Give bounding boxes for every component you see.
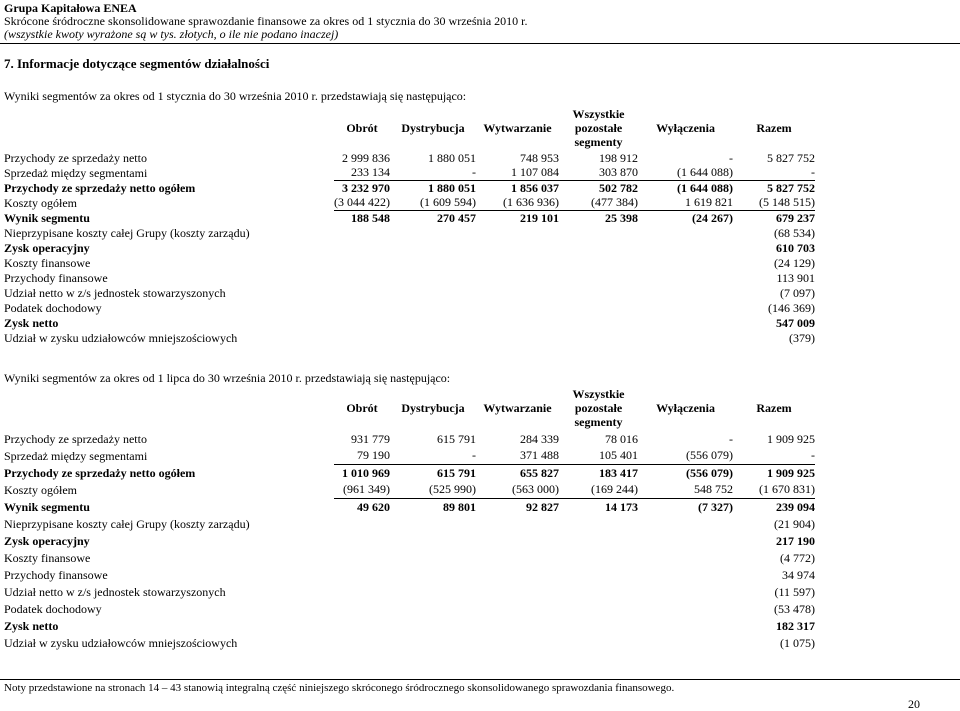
value-cell: (1 670 831) <box>733 481 815 498</box>
value-cell: 183 417 <box>599 465 638 480</box>
value-cell: 2 999 836 <box>342 150 390 165</box>
value-cell: 502 782 <box>599 180 638 195</box>
value-cell <box>390 532 476 549</box>
table-row <box>4 515 815 532</box>
value-cell: (53 478) <box>774 601 815 616</box>
value-cell <box>390 270 476 285</box>
value-cell: (1 644 088) <box>677 180 733 195</box>
row-label: Koszty finansowe <box>4 550 91 565</box>
value-cell <box>638 617 733 634</box>
value-cell <box>334 270 390 285</box>
value-cell: (1 609 594) <box>390 195 476 210</box>
table-body <box>4 150 815 345</box>
value-cell: (4 772) <box>780 550 815 565</box>
value-cell <box>334 617 390 634</box>
report-title: Skrócone śródroczne skonsolidowane sprawozdanie finansowe za okres od 1 stycznia do 30 września 2010 r. <box>4 14 528 28</box>
table-row <box>4 566 815 583</box>
period2-intro: Wyniki segmentów za okres od 1 lipca do 30 września 2010 r. przedstawiają się następująco: <box>4 371 451 385</box>
value-cell: 547 009 <box>776 315 815 330</box>
value-cell <box>476 600 559 617</box>
table-row <box>4 165 815 180</box>
value-cell: 89 801 <box>443 499 476 514</box>
value-cell: (68 534) <box>774 225 815 240</box>
value-cell <box>476 532 559 549</box>
value-cell <box>390 617 476 634</box>
row-label: Koszty ogółem <box>4 482 77 497</box>
value-cell <box>559 549 638 566</box>
value-cell <box>638 600 733 617</box>
value-cell: (525 990) <box>390 481 476 498</box>
value-cell <box>334 549 390 566</box>
value-cell <box>334 532 390 549</box>
col-header-razem: Razem <box>756 401 792 415</box>
value-cell <box>638 285 733 300</box>
value-cell <box>390 566 476 583</box>
value-cell <box>390 583 476 600</box>
table-row <box>4 498 815 515</box>
value-cell <box>559 515 638 532</box>
row-label: Wynik segmentu <box>4 499 90 514</box>
value-cell <box>476 549 559 566</box>
value-cell: - <box>729 431 733 446</box>
value-cell: (3 044 422) <box>334 195 390 210</box>
value-cell <box>476 617 559 634</box>
value-cell <box>334 566 390 583</box>
value-cell <box>476 315 559 330</box>
value-cell: (7 327) <box>698 499 733 514</box>
value-cell <box>334 634 390 651</box>
row-label: Wynik segmentu <box>4 210 90 225</box>
value-cell: 49 620 <box>357 499 390 514</box>
footer-note: Noty przedstawione na stronach 14 – 43 stanowią integralną część niniejszego skróconego śródrocznego skonsolidowanego sprawozdania finansowego. <box>4 682 675 694</box>
value-cell: 284 339 <box>520 431 559 446</box>
value-cell <box>476 330 559 345</box>
value-cell: 1 619 821 <box>638 195 733 210</box>
row-label: Przychody ze sprzedaży netto <box>4 150 147 165</box>
value-cell: (169 244) <box>559 481 638 498</box>
table-row <box>4 600 815 617</box>
table-row <box>4 617 815 634</box>
value-cell: 34 974 <box>782 567 815 582</box>
row-label: Zysk netto <box>4 618 59 633</box>
value-cell: 615 791 <box>437 465 476 480</box>
value-cell <box>638 255 733 270</box>
row-label: Udział w zysku udziałowców mniejszościowych <box>4 330 238 345</box>
value-cell: (24 267) <box>692 210 733 225</box>
value-cell: (556 079) <box>686 465 733 480</box>
value-cell <box>559 225 638 240</box>
value-cell <box>638 270 733 285</box>
table-row <box>4 481 815 498</box>
col-header-wylaczenia: Wyłączenia <box>656 401 715 415</box>
value-cell <box>334 330 390 345</box>
table-row <box>4 150 815 165</box>
value-cell: 931 779 <box>351 431 390 446</box>
value-cell: 78 016 <box>605 431 638 446</box>
value-cell <box>334 240 390 255</box>
row-label: Przychody finansowe <box>4 567 108 582</box>
col-header-obrot: Obrót <box>346 121 378 135</box>
header-rule <box>0 43 960 44</box>
value-cell <box>476 225 559 240</box>
value-cell <box>476 634 559 651</box>
value-cell: 548 752 <box>638 481 733 498</box>
value-cell <box>559 315 638 330</box>
value-cell <box>390 255 476 270</box>
value-cell: 198 912 <box>599 150 638 165</box>
value-cell <box>334 255 390 270</box>
value-cell: - <box>733 165 815 180</box>
currency-note: (wszystkie kwoty wyrażone są w tys. złotych, o ile nie podano inaczej) <box>4 27 339 41</box>
value-cell: (961 349) <box>334 481 390 498</box>
value-cell: (7 097) <box>780 285 815 300</box>
value-cell: 371 488 <box>476 447 559 464</box>
row-label: Koszty finansowe <box>4 255 91 270</box>
value-cell <box>334 600 390 617</box>
table-row <box>4 285 815 300</box>
value-cell: 79 190 <box>334 447 390 464</box>
value-cell <box>559 255 638 270</box>
row-label: Zysk operacyjny <box>4 240 90 255</box>
value-cell: 105 401 <box>559 447 638 464</box>
table-row <box>4 583 815 600</box>
value-cell: 1 010 969 <box>342 465 390 480</box>
table-row <box>4 549 815 566</box>
value-cell: (1 636 936) <box>476 195 559 210</box>
table-row <box>4 315 815 330</box>
col-header-wylaczenia: Wyłączenia <box>656 121 715 135</box>
value-cell: 5 827 752 <box>767 180 815 195</box>
header-blank <box>4 386 334 430</box>
table-row <box>4 447 815 464</box>
value-cell <box>559 330 638 345</box>
section-title: 7. Informacje dotyczące segmentów działalności <box>4 56 270 71</box>
value-cell <box>559 617 638 634</box>
value-cell <box>390 330 476 345</box>
company-name: Grupa Kapitałowa ENEA <box>4 1 137 15</box>
value-cell <box>390 300 476 315</box>
row-label: Zysk operacyjny <box>4 533 90 548</box>
page-number: 20 <box>908 697 920 711</box>
value-cell: 3 232 970 <box>342 180 390 195</box>
value-cell <box>390 315 476 330</box>
segments-table-period1 <box>4 106 815 345</box>
table-row <box>4 225 815 240</box>
table-row <box>4 240 815 255</box>
value-cell: 610 703 <box>776 240 815 255</box>
col-header-dystrybucja: Dystrybucja <box>401 401 465 415</box>
segments-table-period2 <box>4 386 815 651</box>
table-row <box>4 255 815 270</box>
value-cell <box>334 515 390 532</box>
value-cell: (11 597) <box>774 584 815 599</box>
value-cell: 113 901 <box>776 270 815 285</box>
value-cell <box>476 285 559 300</box>
value-cell: (379) <box>789 330 815 345</box>
value-cell <box>638 549 733 566</box>
value-cell: - <box>729 150 733 165</box>
value-cell <box>638 583 733 600</box>
value-cell: 655 827 <box>520 465 559 480</box>
row-label: Przychody ze sprzedaży netto ogółem <box>4 180 196 195</box>
value-cell <box>638 330 733 345</box>
table-row <box>4 300 815 315</box>
value-cell: 92 827 <box>526 499 559 514</box>
value-cell: (477 384) <box>559 195 638 210</box>
value-cell <box>638 634 733 651</box>
value-cell <box>390 600 476 617</box>
value-cell <box>476 300 559 315</box>
row-label: Przychody ze sprzedaży netto ogółem <box>4 465 196 480</box>
value-cell <box>476 566 559 583</box>
value-cell: 188 548 <box>351 210 390 225</box>
value-cell <box>638 515 733 532</box>
value-cell <box>334 225 390 240</box>
row-label: Zysk netto <box>4 315 59 330</box>
value-cell: - <box>390 165 476 180</box>
table-row <box>4 180 815 195</box>
value-cell <box>476 515 559 532</box>
row-label: Podatek dochodowy <box>4 601 102 616</box>
value-cell <box>559 270 638 285</box>
value-cell <box>476 270 559 285</box>
table-row <box>4 634 815 651</box>
col-header-razem: Razem <box>756 121 792 135</box>
col-header-wytwarzanie: Wytwarzanie <box>483 121 552 135</box>
row-label: Udział netto w z/s jednostek stowarzyszonych <box>4 285 226 300</box>
value-cell: (556 079) <box>638 447 733 464</box>
col-header-wytwarzanie: Wytwarzanie <box>483 401 552 415</box>
value-cell: (563 000) <box>476 481 559 498</box>
table-row <box>4 210 815 225</box>
row-label: Sprzedaż między segmentami <box>4 165 148 180</box>
col-header-obrot: Obrót <box>346 401 378 415</box>
value-cell: 233 134 <box>334 165 390 180</box>
table-header-row <box>4 106 815 150</box>
row-label: Udział netto w z/s jednostek stowarzyszonych <box>4 584 226 599</box>
value-cell: (146 369) <box>768 300 815 315</box>
value-cell: 270 457 <box>437 210 476 225</box>
value-cell <box>334 300 390 315</box>
value-cell <box>559 583 638 600</box>
value-cell: 239 094 <box>776 499 815 514</box>
value-cell <box>638 315 733 330</box>
row-label: Przychody ze sprzedaży netto <box>4 431 147 446</box>
value-cell: (21 904) <box>774 516 815 531</box>
value-cell <box>476 255 559 270</box>
value-cell <box>390 225 476 240</box>
value-cell: 219 101 <box>520 210 559 225</box>
row-label: Sprzedaż między segmentami <box>4 448 148 463</box>
col-header-dystrybucja: Dystrybucja <box>401 121 465 135</box>
table-header-row <box>4 386 815 430</box>
value-cell: 1 909 925 <box>767 465 815 480</box>
table-row <box>4 330 815 345</box>
value-cell: - <box>390 447 476 464</box>
value-cell: 1 107 084 <box>476 165 559 180</box>
footer-rule <box>0 679 960 680</box>
value-cell <box>559 240 638 255</box>
value-cell <box>638 532 733 549</box>
table-row <box>4 270 815 285</box>
value-cell: 1 909 925 <box>767 431 815 446</box>
table-body <box>4 430 815 651</box>
value-cell <box>476 240 559 255</box>
value-cell: 303 870 <box>559 165 638 180</box>
value-cell <box>334 583 390 600</box>
value-cell: 182 317 <box>776 618 815 633</box>
value-cell <box>638 566 733 583</box>
value-cell: 5 827 752 <box>767 150 815 165</box>
value-cell: (5 148 515) <box>733 195 815 210</box>
period1-intro: Wyniki segmentów za okres od 1 stycznia do 30 września 2010 r. przedstawiają się następująco: <box>4 89 467 103</box>
value-cell: 748 953 <box>520 150 559 165</box>
value-cell: 615 791 <box>437 431 476 446</box>
value-cell: 14 173 <box>605 499 638 514</box>
value-cell <box>334 315 390 330</box>
header-blank <box>4 106 334 150</box>
row-label: Przychody finansowe <box>4 270 108 285</box>
value-cell <box>638 240 733 255</box>
value-cell <box>390 240 476 255</box>
value-cell <box>390 285 476 300</box>
value-cell <box>390 515 476 532</box>
value-cell: (1 075) <box>780 635 815 650</box>
col-header-pozostale: Wszystkie pozostałe segmenty <box>572 387 625 429</box>
value-cell: - <box>733 447 815 464</box>
value-cell: 1 880 051 <box>428 180 476 195</box>
row-label: Nieprzypisane koszty całej Grupy (koszty zarządu) <box>4 225 250 240</box>
value-cell <box>559 300 638 315</box>
value-cell <box>559 532 638 549</box>
value-cell <box>559 634 638 651</box>
value-cell <box>390 549 476 566</box>
col-header-pozostale: Wszystkie pozostałe segmenty <box>572 107 625 149</box>
value-cell <box>559 285 638 300</box>
value-cell: 1 880 051 <box>428 150 476 165</box>
row-label: Nieprzypisane koszty całej Grupy (koszty zarządu) <box>4 516 250 531</box>
value-cell: 679 237 <box>776 210 815 225</box>
row-label: Koszty ogółem <box>4 195 77 210</box>
row-label: Podatek dochodowy <box>4 300 102 315</box>
value-cell: 25 398 <box>605 210 638 225</box>
table-row <box>4 532 815 549</box>
table-row <box>4 430 815 447</box>
value-cell <box>334 285 390 300</box>
value-cell <box>559 600 638 617</box>
value-cell <box>476 583 559 600</box>
value-cell: (1 644 088) <box>638 165 733 180</box>
row-label: Udział w zysku udziałowców mniejszościowych <box>4 635 238 650</box>
table-row <box>4 195 815 210</box>
value-cell <box>638 300 733 315</box>
value-cell: 1 856 037 <box>511 180 559 195</box>
value-cell <box>638 225 733 240</box>
value-cell <box>390 634 476 651</box>
value-cell: (24 129) <box>774 255 815 270</box>
value-cell <box>559 566 638 583</box>
value-cell: 217 190 <box>776 533 815 548</box>
table-row <box>4 464 815 481</box>
